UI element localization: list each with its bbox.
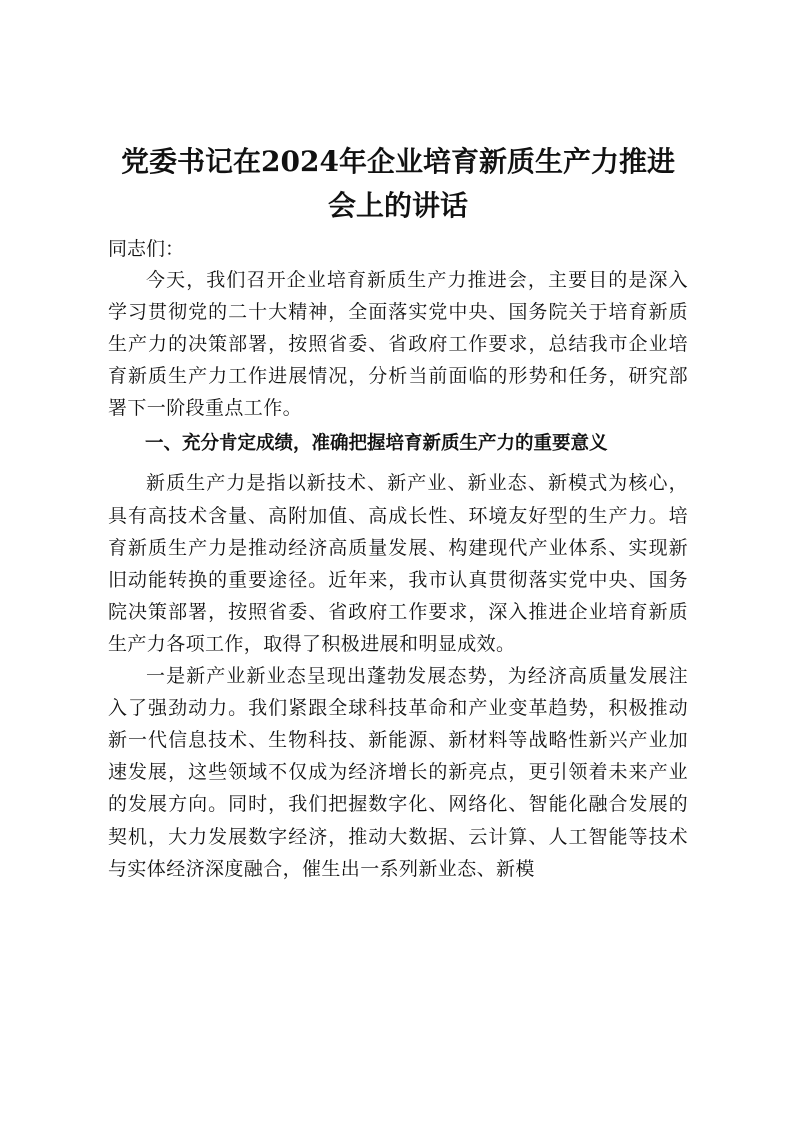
- title-line-2: 会上的讲话: [327, 189, 468, 222]
- paragraph-new-industries: 一是新产业新业态呈现出蓬勃发展态势，为经济高质量发展注入了强劲动力。我们紧跟全球科技革命和产业变革趋势，积极推动新一代信息技术、生物科技、新能源、新材料等战略性新兴产业加速发展，这些领域不仅成为经济增长的新亮点，更引领着未来产业的发展方向。同时，我们把握数字化、网络化、智能化融合发展的契机，大力发展数字经济，推动大数据、云计算、人工智能等技术与实体经济深度融合，催生出一系列新业态、新模: [108, 665, 688, 880]
- paragraph-new-productivity: 新质生产力是指以新技术、新产业、新业态、新模式为核心，具有高技术含量、高附加值、高成长性、环境友好型的生产力。培育新质生产力是推动经济高质量发展、构建现代产业体系、实现新旧动能转换的重要途径。近年来，我市认真贯彻落实党中央、国务院决策部署，按照省委、省政府工作要求，深入推进企业培育新质生产力各项工作，取得了积极进展和明显成效。: [108, 472, 688, 655]
- section-heading-1: 一、充分肯定成绩，准确把握培育新质生产力的重要意义: [145, 433, 608, 455]
- document-page: [108, 140, 688, 885]
- paragraph-intro: 今天，我们召开企业培育新质生产力推进会，主要目的是深入学习贯彻党的二十大精神，全面落实党中央、国务院关于培育新质生产力的决策部署，按照省委、省政府工作要求，总结我市企业培育新质生产力工作进展情况，分析当前面临的形势和任务，研究部署下一阶段重点工作。: [108, 269, 688, 420]
- salutation: 同志们：: [108, 238, 185, 260]
- title-line-1: 党委书记在2024年企业培育新质生产力推进: [121, 145, 675, 178]
- document-title: [108, 140, 688, 228]
